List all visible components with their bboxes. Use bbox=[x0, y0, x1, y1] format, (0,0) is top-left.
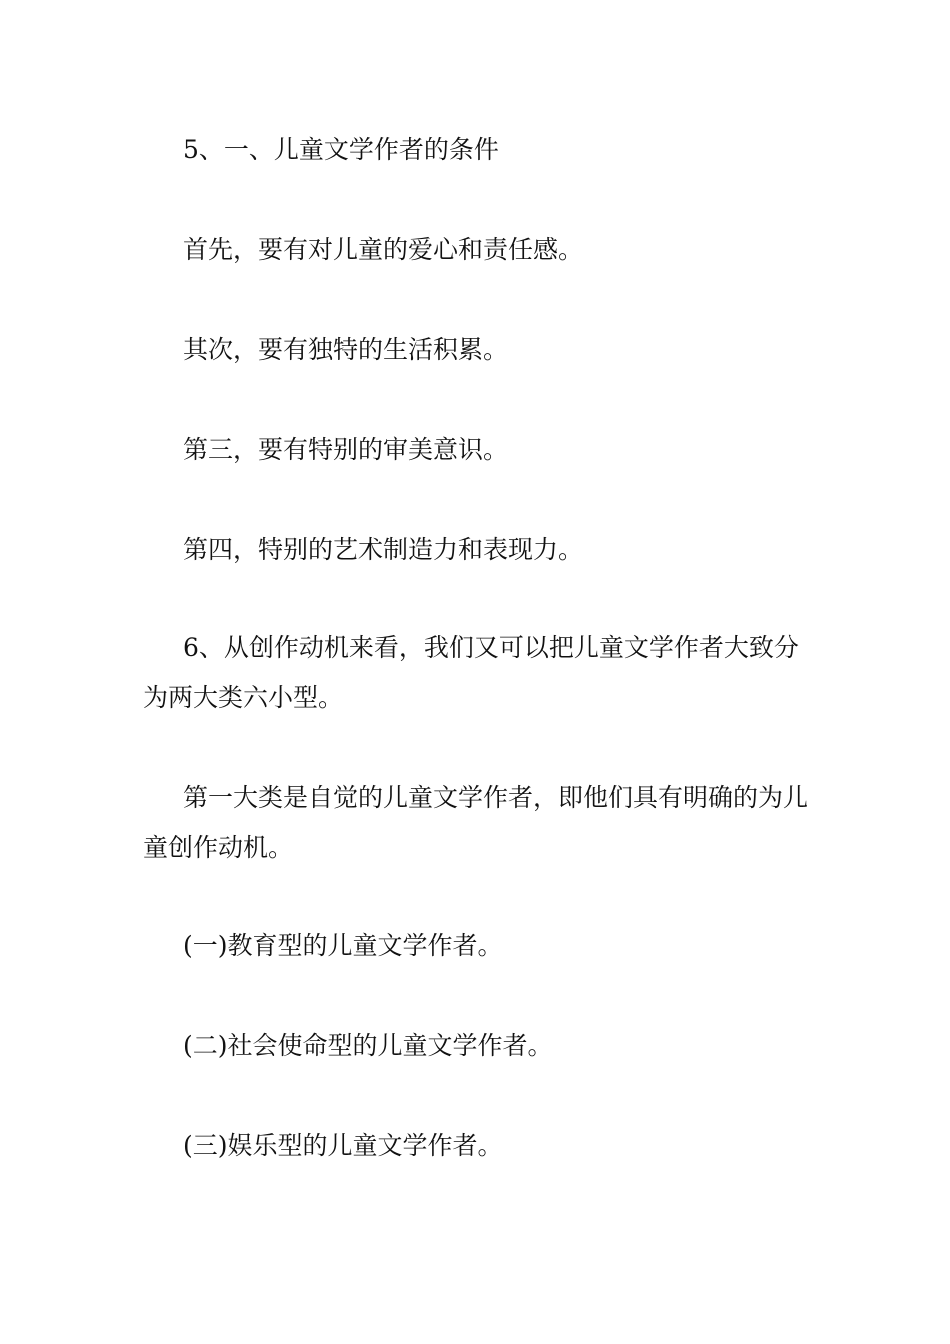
paragraph: 其次，要有独特的生活积累。 bbox=[183, 335, 509, 364]
paragraph: 第三，要有特别的审美意识。 bbox=[183, 435, 509, 464]
paragraph: 第一大类是自觉的儿童文学作者，即他们具有明确的为儿童创作动机。 bbox=[143, 783, 809, 862]
heading-paragraph: 5、一、儿童文学作者的条件 bbox=[183, 135, 499, 164]
list-item: (二)社会使命型的儿童文学作者。 bbox=[183, 1031, 553, 1060]
paragraph: 第四，特别的艺术制造力和表现力。 bbox=[183, 535, 584, 564]
paragraph: 首先，要有对儿童的爱心和责任感。 bbox=[183, 235, 584, 264]
list-item: (三)娱乐型的儿童文学作者。 bbox=[183, 1131, 503, 1160]
list-item: (一)教育型的儿童文学作者。 bbox=[183, 931, 503, 960]
heading-paragraph: 6、从创作动机来看，我们又可以把儿童文学作者大致分为两大类六小型。 bbox=[143, 633, 799, 712]
